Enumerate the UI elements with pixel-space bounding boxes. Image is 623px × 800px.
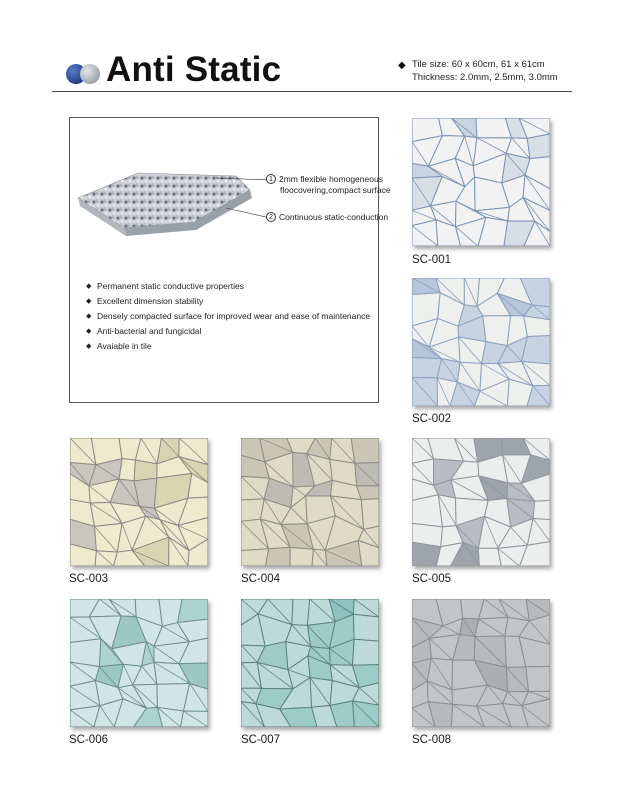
product-code-label: SC-008 [412, 734, 451, 746]
tile-chip [483, 316, 511, 346]
tile-swatch-image [412, 278, 550, 406]
tile-chip [119, 459, 135, 481]
tile-pattern-icon [70, 599, 208, 727]
tile-swatch-image [241, 599, 379, 727]
tile-swatch-image [241, 438, 379, 566]
diamond-bullet-icon: ◆ [86, 343, 92, 350]
callout-number: 1 [266, 174, 276, 184]
product-code-label: SC-005 [412, 573, 451, 585]
feature-item: ◆ Permanent static conductive properties [86, 279, 370, 294]
tile-pattern-icon [412, 278, 550, 406]
diamond-bullet-icon: ◆ [86, 283, 92, 290]
tile-chip [351, 438, 379, 463]
diamond-bullet-icon: ◆ [398, 60, 406, 71]
tile-swatch-image [70, 438, 208, 566]
tile-chip [524, 316, 550, 337]
tile-chip [178, 599, 208, 623]
callout-text: 2mm flexible homogeneous [279, 174, 383, 184]
callout-text: Continuous static-conduction [279, 212, 389, 222]
brand-logo-dots [66, 64, 102, 84]
product-info-box [69, 117, 391, 403]
tile-chip [292, 599, 310, 625]
product-code-label: SC-001 [412, 254, 451, 266]
product-code-label: SC-002 [412, 413, 451, 425]
diamond-bullet-icon: ◆ [86, 298, 92, 305]
tile-chip [353, 614, 379, 641]
tile-chip [533, 500, 550, 519]
tile-chip [352, 639, 379, 665]
tile-chip [266, 547, 291, 566]
product-code-label: SC-006 [69, 734, 108, 746]
tile-pattern-icon [412, 599, 550, 727]
diamond-bullet-icon: ◆ [86, 313, 92, 320]
tile-pattern-icon [70, 438, 208, 566]
feature-item: ◆ Anti-bacterial and fungicidal [86, 324, 370, 339]
diamond-bullet-icon: ◆ [86, 328, 92, 335]
product-code-label: SC-007 [241, 734, 280, 746]
tile-chip [241, 549, 269, 566]
tile-chip [412, 495, 443, 527]
feature-item: ◆ Densely compacted surface for improved wear and ease of maintenance [86, 309, 370, 324]
tile-chip [70, 681, 100, 710]
product-code-label: SC-004 [241, 573, 280, 585]
tile-swatch-image [412, 599, 550, 727]
tile-pattern-icon [241, 599, 379, 727]
product-code-label: SC-003 [69, 573, 108, 585]
callout-number: 2 [266, 212, 276, 222]
tile-swatch-image [412, 118, 550, 246]
callout-text: floocovering,compact surface [280, 184, 391, 195]
header-divider [52, 91, 572, 92]
callout-layer-2 [266, 212, 388, 223]
tile-swatch-image [412, 438, 550, 566]
spec-line-thickness [398, 71, 558, 84]
tile-chip [134, 460, 157, 481]
feature-item: ◆ Excellent dimension stability [86, 294, 370, 309]
tile-chip [526, 666, 550, 691]
spec-thickness-text: Thickness: 2.0mm, 2.5mm, 3.0mm [412, 72, 558, 83]
tile-pattern-icon [412, 438, 550, 566]
tile-chip [361, 499, 379, 530]
tile-chip [412, 542, 441, 566]
floor-cross-section-illustration [76, 168, 266, 238]
tile-chip [290, 547, 313, 566]
tile-chip [527, 134, 550, 159]
tile-swatch-image [70, 599, 208, 727]
tile-pattern-icon [412, 118, 550, 246]
tile-chip [478, 548, 501, 566]
feature-item: ◆ Avaiable in tile [86, 339, 370, 354]
tile-chip [412, 357, 442, 377]
callout-layer-1 [266, 174, 391, 195]
tile-pattern-icon [241, 438, 379, 566]
spec-size-text: Tile size: 60 x 60cm, 61 x 61cm [412, 59, 545, 70]
feature-list [86, 279, 370, 354]
spec-line-size [398, 58, 558, 71]
page-title: Anti Static [106, 50, 282, 89]
tile-specs [398, 58, 558, 84]
grey-dot-icon [80, 64, 100, 84]
